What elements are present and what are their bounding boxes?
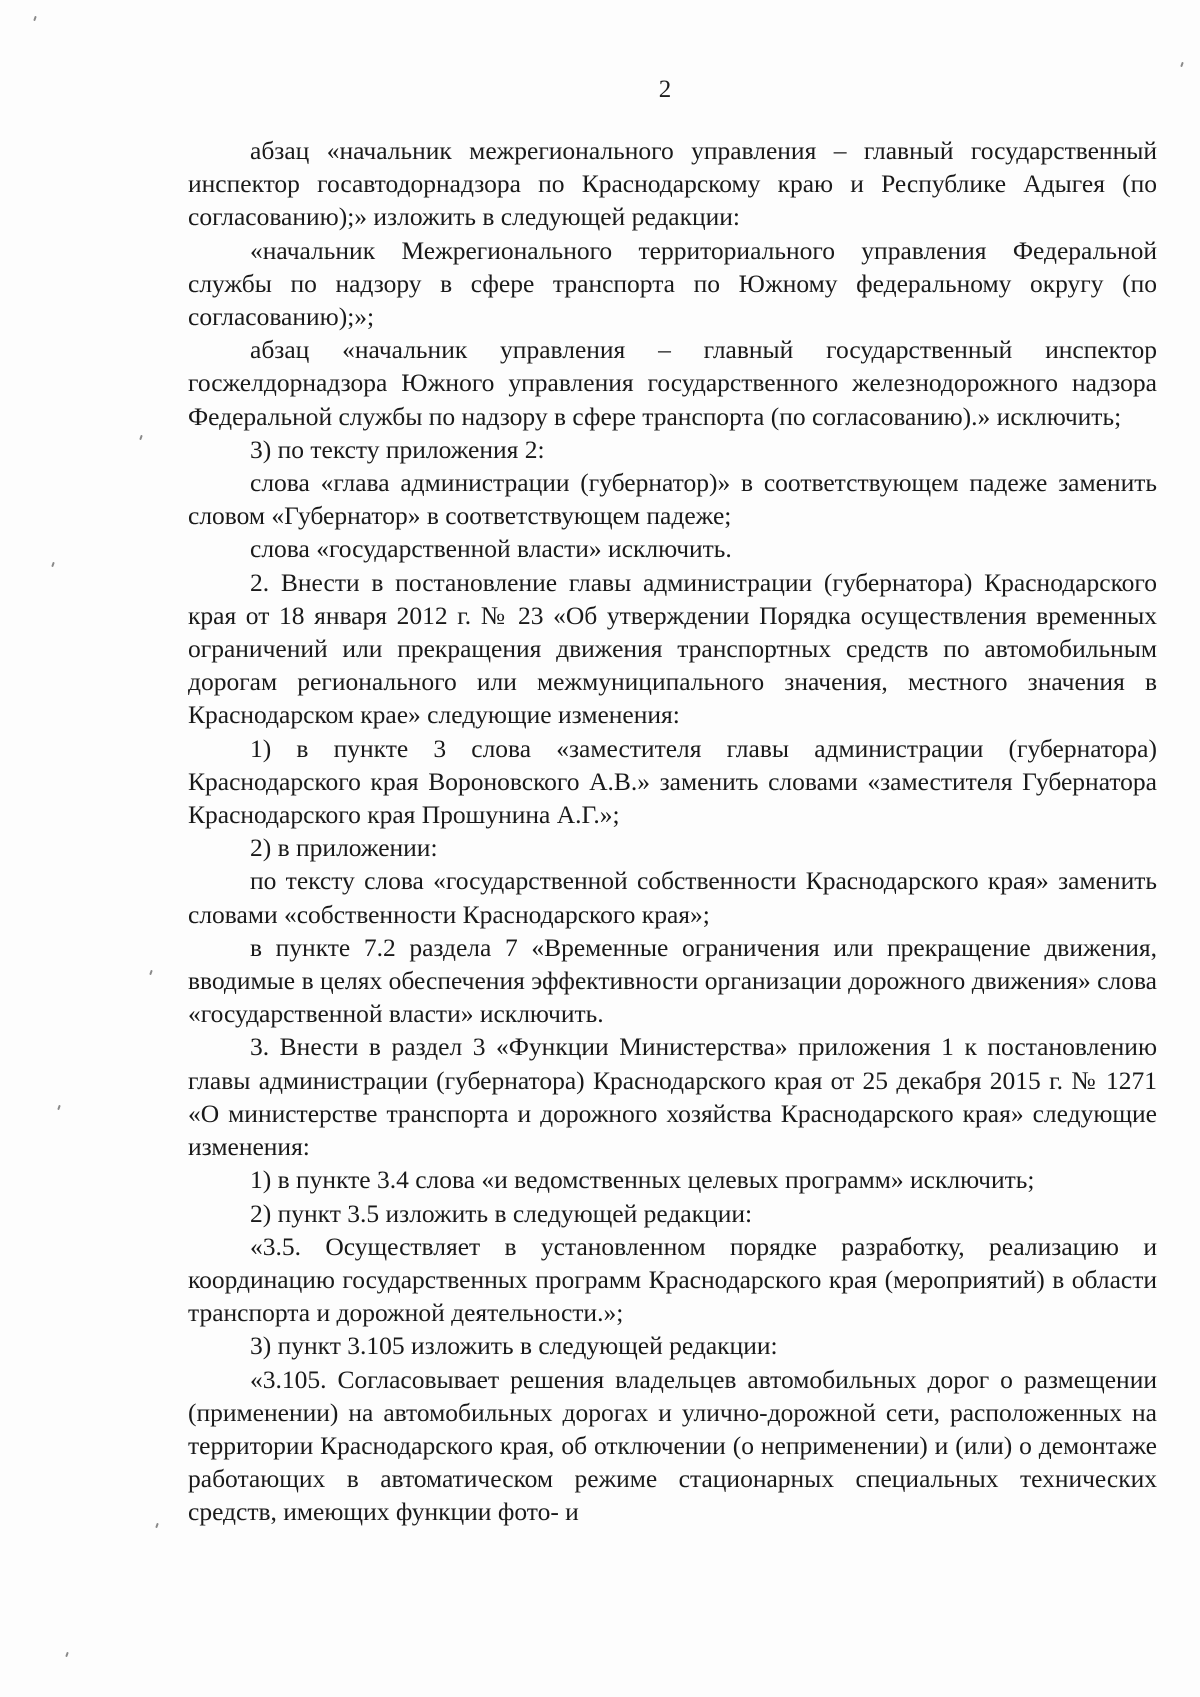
paragraph: по тексту слова «государственной собственности Краснодарского края» заменить словами «собственности Краснодарского края»; (188, 866, 1157, 929)
scan-speck (149, 970, 153, 975)
paragraph: в пункте 7.2 раздела 7 «Временные ограничения или прекращение движения, вводимые в целях обеспечения эффективности организации дорожного движения» слова «государственной власти» исключить. (188, 932, 1157, 1029)
paragraph: 2) пункт 3.5 изложить в следующей редакции: (250, 1198, 753, 1228)
paragraph: абзац «начальник управления – главный государственный инспектор госжелдорнадзора Южного управления государственного железнодорожного надзора Федеральной службы по надзору в сфере транспорта (по согласованию).» исключить; (188, 335, 1157, 431)
paragraph: слова «государственной власти» исключить. (250, 534, 732, 564)
scan-speck (57, 1105, 61, 1110)
scan-speck (139, 435, 143, 440)
paragraph: 1) в пункте 3 слова «заместителя главы администрации (губернатора) Краснодарского края Вороновского А.В.» заменить словами «заместителя Губернатора Краснодарского края Прошунина А.Г.»; (188, 733, 1157, 830)
paragraph: абзац «начальник межрегионального управления – главный государственный инспектор госавтодорнадзора по Краснодарскому краю и Республике Адыгея (по согласованию);» изложить в следующей редакции: (188, 136, 1157, 232)
paragraph: 2) в приложении: (250, 833, 438, 863)
paragraph: 3. Внести в раздел 3 «Функции Министерства» приложения 1 к постановлению главы администрации (губернатора) Краснодарского края от 25 декабря 2015 г. № 1271 «О министерстве транспорта и дорожного хозяйства Краснодарского края» следующие изменения: (188, 1032, 1157, 1162)
scan-speck (1180, 62, 1184, 67)
scan-speck (51, 562, 55, 567)
paragraph: слова «глава администрации (губернатор)» в соответствующем падеже заменить словом «Губернатор» в соответствующем падеже; (188, 468, 1157, 531)
scan-speck (65, 1652, 69, 1657)
paragraph: «начальник Межрегионального территориального управления Федеральной службы по надзору в сфере транспорта по Южному федеральному округу (по согласованию);»; (188, 235, 1157, 332)
paragraph: 2. Внести в постановление главы администрации (губернатора) Краснодарского края от 18 января 2012 г. № 23 «Об утверждении Порядка осуществления временных ограничений или прекращения движения транспортных средств по автомобильным дорогам регионального или межмуниципального значения, местного значения в Краснодарском крае» следующие изменения: (188, 567, 1157, 730)
scan-speck (33, 16, 37, 21)
document-body (188, 134, 1157, 1529)
paragraph: «3.5. Осуществляет в установленном порядке разработку, реализацию и координацию государственных программ Краснодарского края (мероприятий) в области транспорта и дорожной деятельности.»; (188, 1231, 1157, 1328)
paragraph: «3.105. Согласовывает решения владельцев автомобильных дорог о размещении (применении) на автомобильных дорогах и улично-дорожной сети, расположенных на территории Краснодарского края, об отключении (о неприменении) и (или) о демонтаже работающих в автоматическом режиме стационарных специальных технических средств, имеющих функции фото- и (188, 1364, 1157, 1527)
paragraph: 1) в пункте 3.4 слова «и ведомственных целевых программ» исключить; (250, 1165, 1035, 1195)
scan-speck (155, 1523, 159, 1528)
paragraph: 3) по тексту приложения 2: (250, 434, 545, 464)
page-number: 2 (658, 76, 672, 103)
paragraph: 3) пункт 3.105 изложить в следующей редакции: (250, 1331, 778, 1361)
